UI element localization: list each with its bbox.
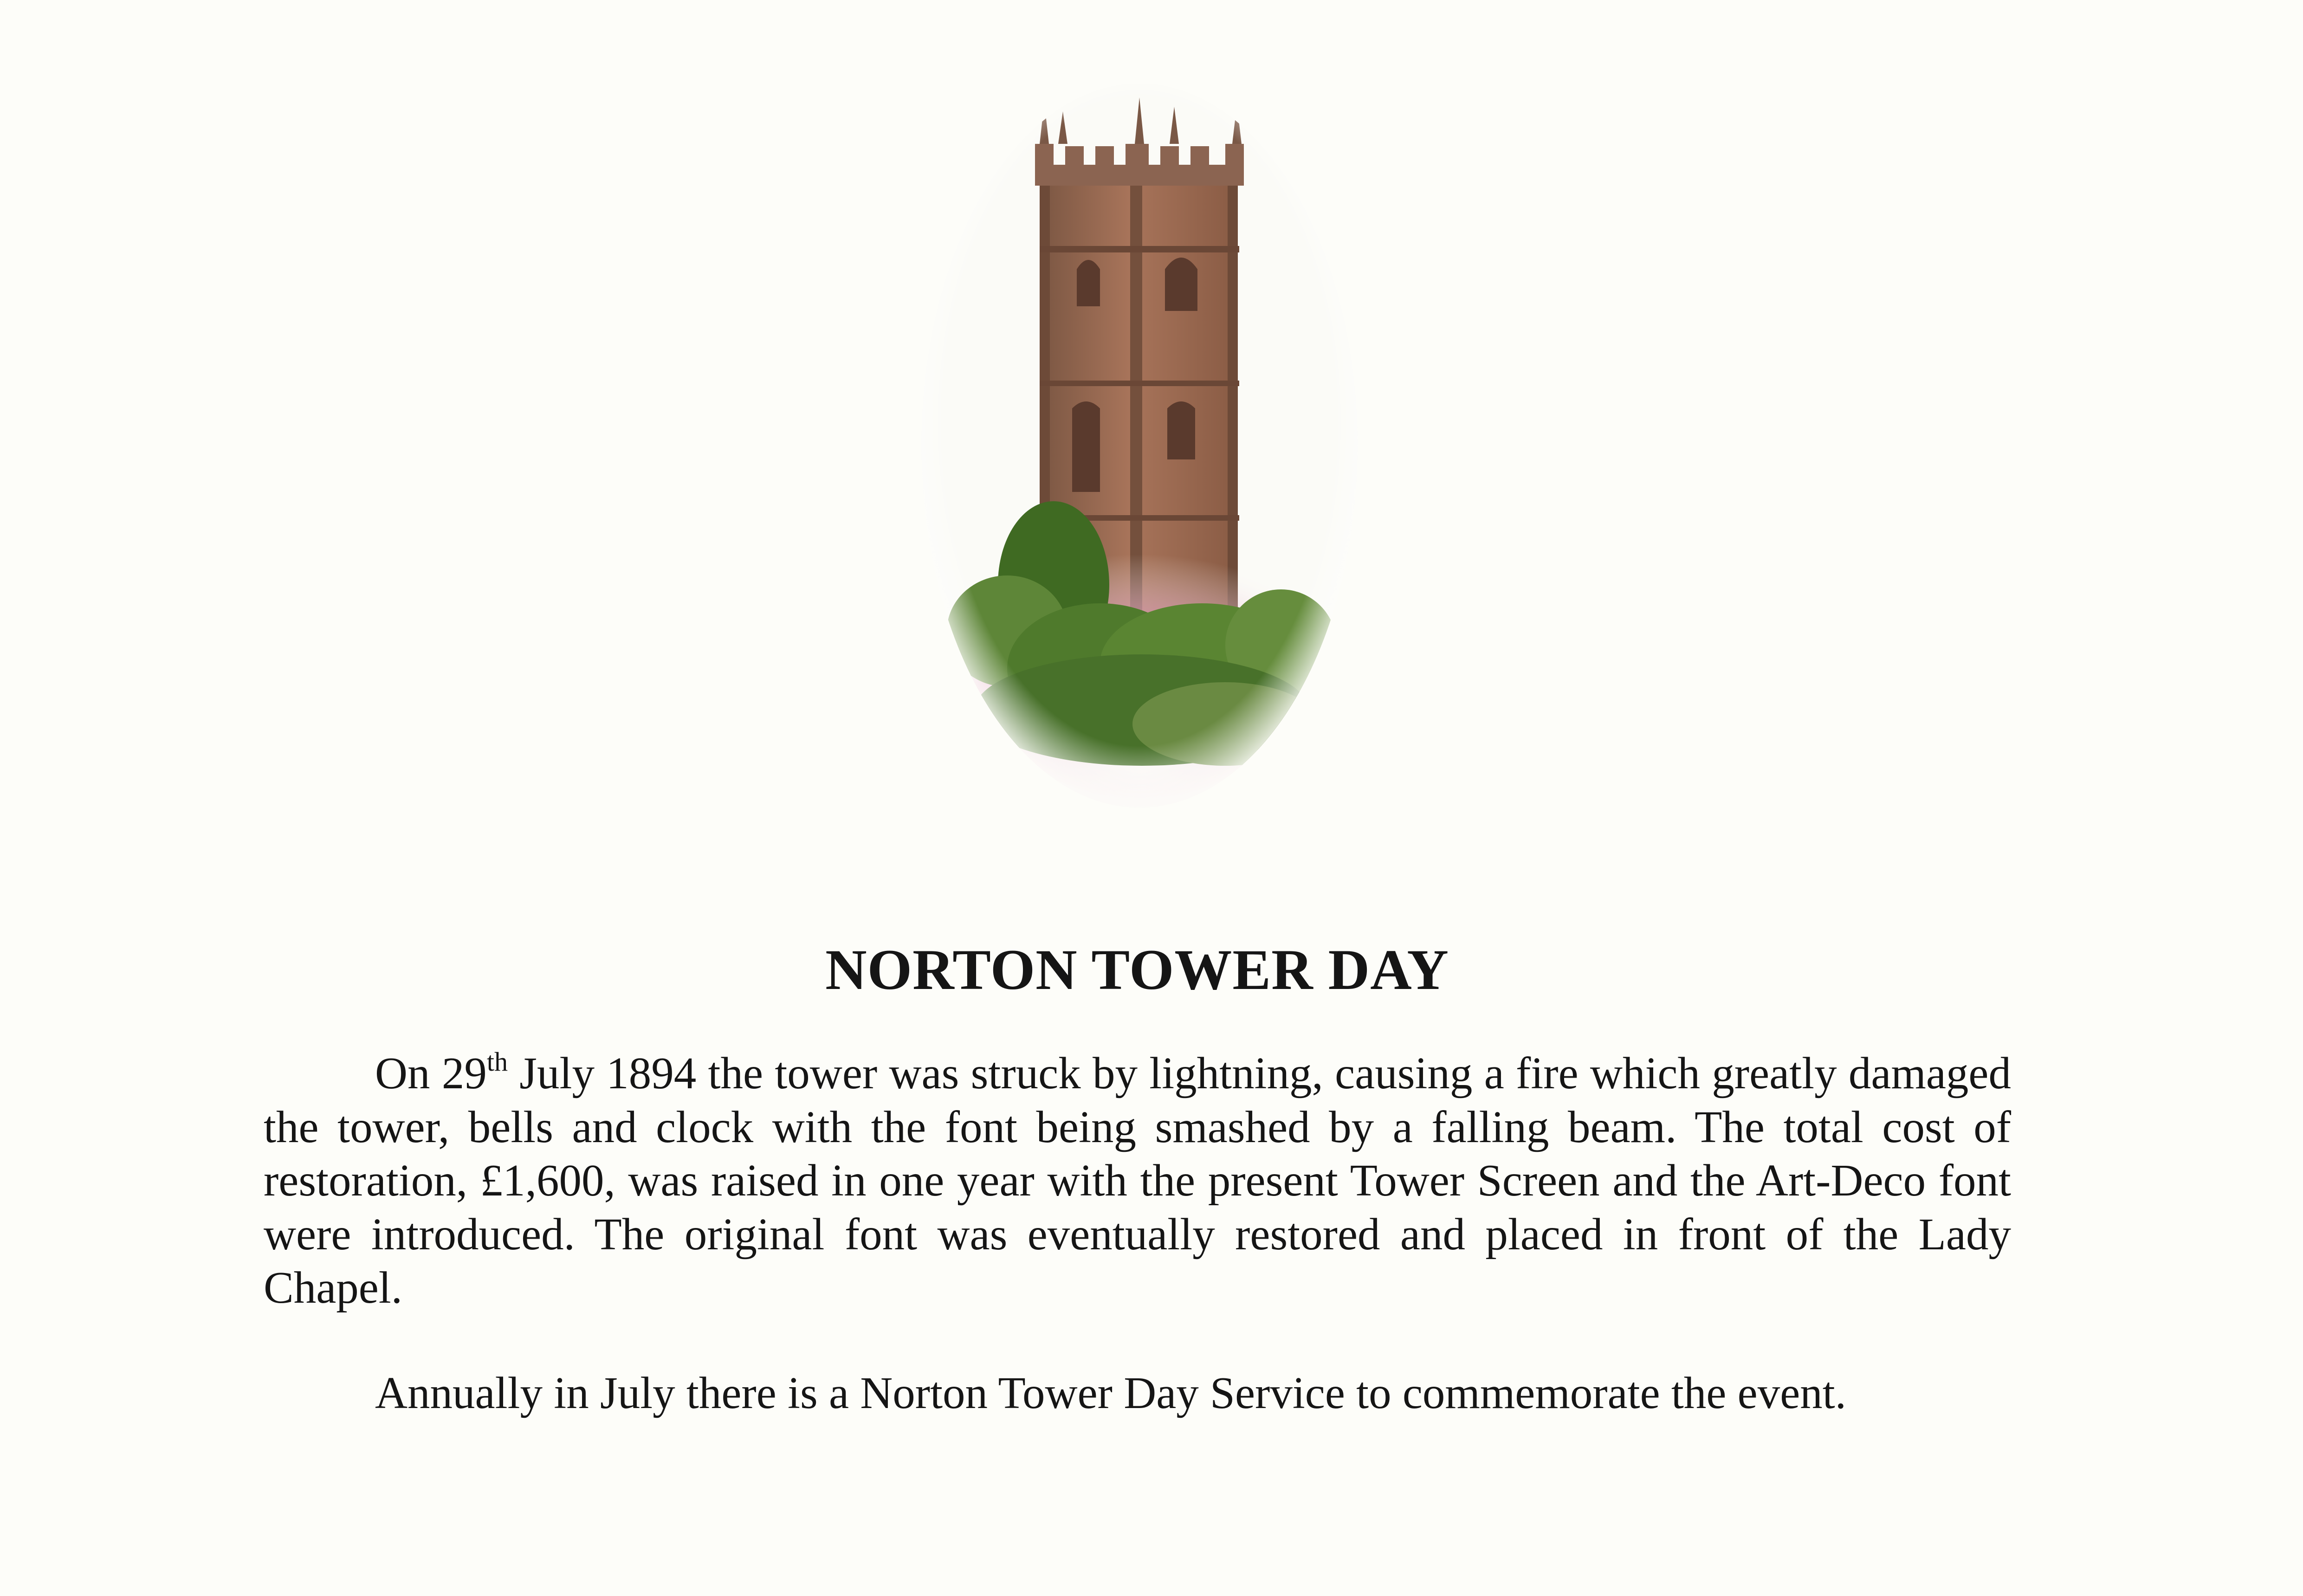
paragraph-opening: On 29 (375, 1048, 487, 1098)
commemoration-paragraph: Annually in July there is a Norton Tower Day Service to commemorate the event. (375, 1368, 1846, 1418)
date-ordinal-suffix: th (486, 1047, 508, 1077)
paragraph-body: July 1894 the tower was struck by lightning, causing a fire which greatly damaged the tower, bells and clock with the font being smashed by a falling beam. The total cost of restoration, £1,600, was raised in one year with the present Tower Screen and the Art-Deco font were introduced. The original font was eventually restored and placed in front of the Lady Chapel. (264, 1048, 2011, 1312)
page-title: NORTON TOWER DAY (825, 938, 1449, 1002)
history-paragraph (264, 1047, 2011, 1315)
tower-photo (900, 28, 1378, 817)
